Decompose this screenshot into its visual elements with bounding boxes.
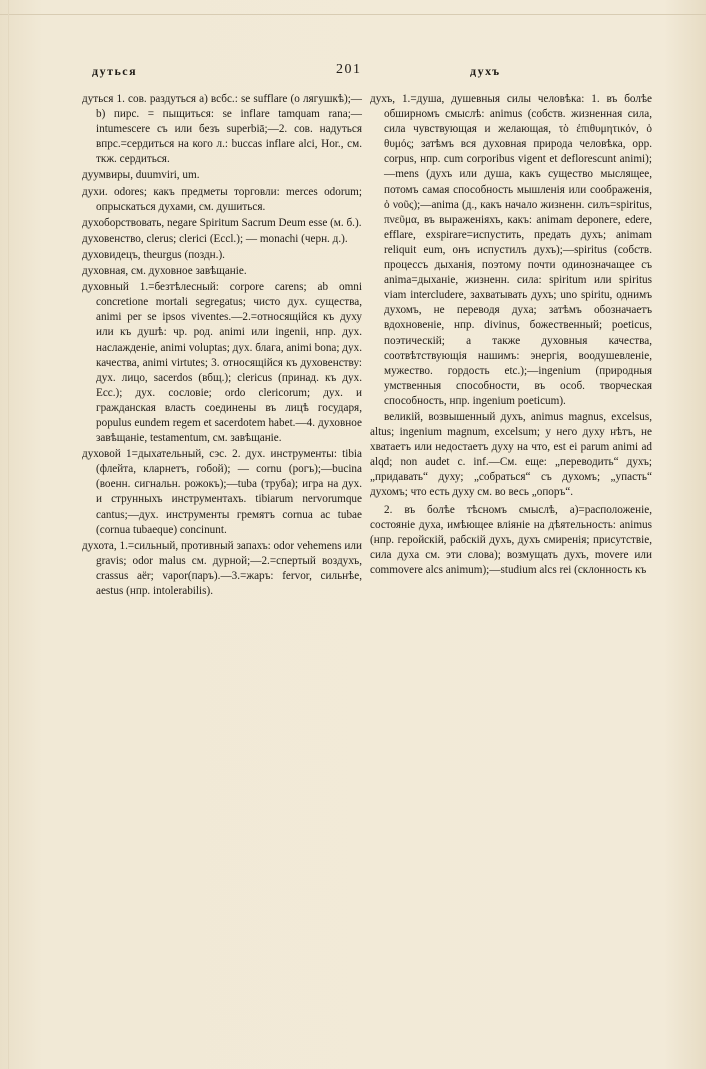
entry-dukhota: духота, 1.=сильный, противный запахъ: odor vehemens или gravis; odor malus см. дурной;—2.=спертый воздухъ, crassus aër; vapor(паръ).—3.=жаръ: fervor, сильнѣе, aestus (нпр. intolerabilis). xyxy=(82,539,362,597)
running-header xyxy=(70,62,646,84)
entry-duumviry: дуумвиры, duumviri, um. xyxy=(82,169,200,182)
header-left-word: дуться xyxy=(92,64,138,78)
header-right-word: духъ xyxy=(470,64,501,78)
entry-dukh: духъ, 1.=душа, душевныя силы человѣка: 1. въ болѣе обширномъ смыслѣ: animus (собств. жизненная сила, сила чувствующая и желающая, τὸ ἐπιθυμητικόν, ὁ θυμός; затѣмъ вся духовная природа человѣка, орр. corpus, нпр. cum corporibus vigent et deflorescunt animi);—mens (духъ или душа, какъ существо мыслящее, потомъ самая способность мышленія или соображенія, ὁ νοῦς);—anima (д., какъ начало жизненн. силъ=spiritus, πνεῦμα, въ выраженіяхъ, какъ: animam deponere, edere, efflare, exspirare=испустить, предать духъ; animam reliquit eum, онъ испустилъ духъ);—spiritus (собств. процессъ дыханія, поэтому почти одинозначащее съ anima=дыханіе, жизненн. сила: spiritum или spiritus viam intercludere, захватывать духъ; uno spiritu, однимъ духомъ, не переводя духа; затѣмъ обозначаетъ вдохновеніе, нпр. divinus, божественный; poeticus, поэтическій; а также духовныя качества, соотвѣтствующія нашимъ: энергія, воодушевленіе, мужество. гордость etc.);—ingenium (природныя умственныя способности, въ особ. творческая способность, нпр. ingenium poeticum). xyxy=(370,93,652,407)
top-rule xyxy=(0,14,706,15)
right-column xyxy=(370,92,652,578)
entry-dukhovny: духовный 1.=безтѣлесный: corpore carens; ab omni concretione mortali segregatus; чисто дух. существа, animi per se ipsos viventes.—2.=относящійся къ духу или къ душѣ: чр. род. animi или ingenii, нпр. дух. наслажденіе, animi voluptas; дух. блага, animi bona; дух. качества, animi virtutes; 3. относящійся къ духовенству: дух. лицо, sacerdos (вбщ.); clericus (принад. къ дух. Ecc.); дух. сословіе; ordo clericorum; дух. и гражданская власть соединены въ лицѣ государя, populus eundem regem et sacerdotem habet.—4. духовное завѣщаніе, testamentum, см. завѣщаніе. xyxy=(82,281,362,445)
left-column xyxy=(82,92,362,600)
page-edge-shadow xyxy=(8,0,9,1069)
entry-dukhoborstvovat: духоборствовать, negare Spiritum Sacrum Deum esse (м. б.). xyxy=(82,216,362,229)
entry-dukhovnaya: духовная, см. духовное завѣщаніе. xyxy=(82,265,247,278)
entry-dukhovoy: духовой 1=дыхательный, сэс. 2. дух. инструменты: tibia (флейта, кларнетъ, гобой); — cornu (рогъ);—bucina (военн. сигнальн. рожокъ);—tuba (труба); игра на дух. и струнныхъ инструментахъ. tibiarum nervorumque cantus;—дух. инструменты гремятъ cornua ac tubae (cornua tubaeque) concinunt. xyxy=(82,448,362,536)
entry-dukhovidets: духовидецъ, theurgus (поздн.). xyxy=(82,248,225,261)
entry-dukh-paragraph-3: 2. въ болѣе тѣсномъ смыслѣ, а)=расположеніе, состояніе духа, имѣющее вліяніе на дѣятельность: animus (нпр. геройскій, рабскій духъ, духъ смиренія; присутствіе, сила духа см. эти слова); возмущать духъ, movere или commovere alcs animum);—studium alcs rei (склонность къ xyxy=(370,503,652,576)
entry-dukhi: духи. odores; какъ предметы торговли: merces odorum; опрыскаться духами, см. душиться. xyxy=(82,185,362,213)
entry-dutsya: дуться 1. сов. раздуться а) всбс.: se sufflare (о лягушкѣ);—b) пирс. = пыщиться: se inflare tamquam rana;—intumescere съ или безъ superbiā;—2. сов. надуться впрс.=сердиться на кого л.: buccas inflare alci, Hor., см. ткж. сердиться. xyxy=(82,93,362,166)
entry-dukh-paragraph-2: великій, возвышенный духъ, animus magnus, excelsus, altus; ingenium magnum, excelsum; у него духу нѣтъ, не хватаетъ или недостаетъ духу на что, est ei parum animi ad alqd; non audet c. inf.—См. еще: „переводить“ духъ; „придавать“ духу; „собраться“ съ духомъ; „упасть“ духомъ; что есть духу см. во весь „опоръ“. xyxy=(370,410,652,499)
entry-dukhovenstvo: духовенство, clerus; clerici (Eccl.); — monachi (черн. д.). xyxy=(82,232,348,245)
page-number: 201 xyxy=(336,62,362,77)
